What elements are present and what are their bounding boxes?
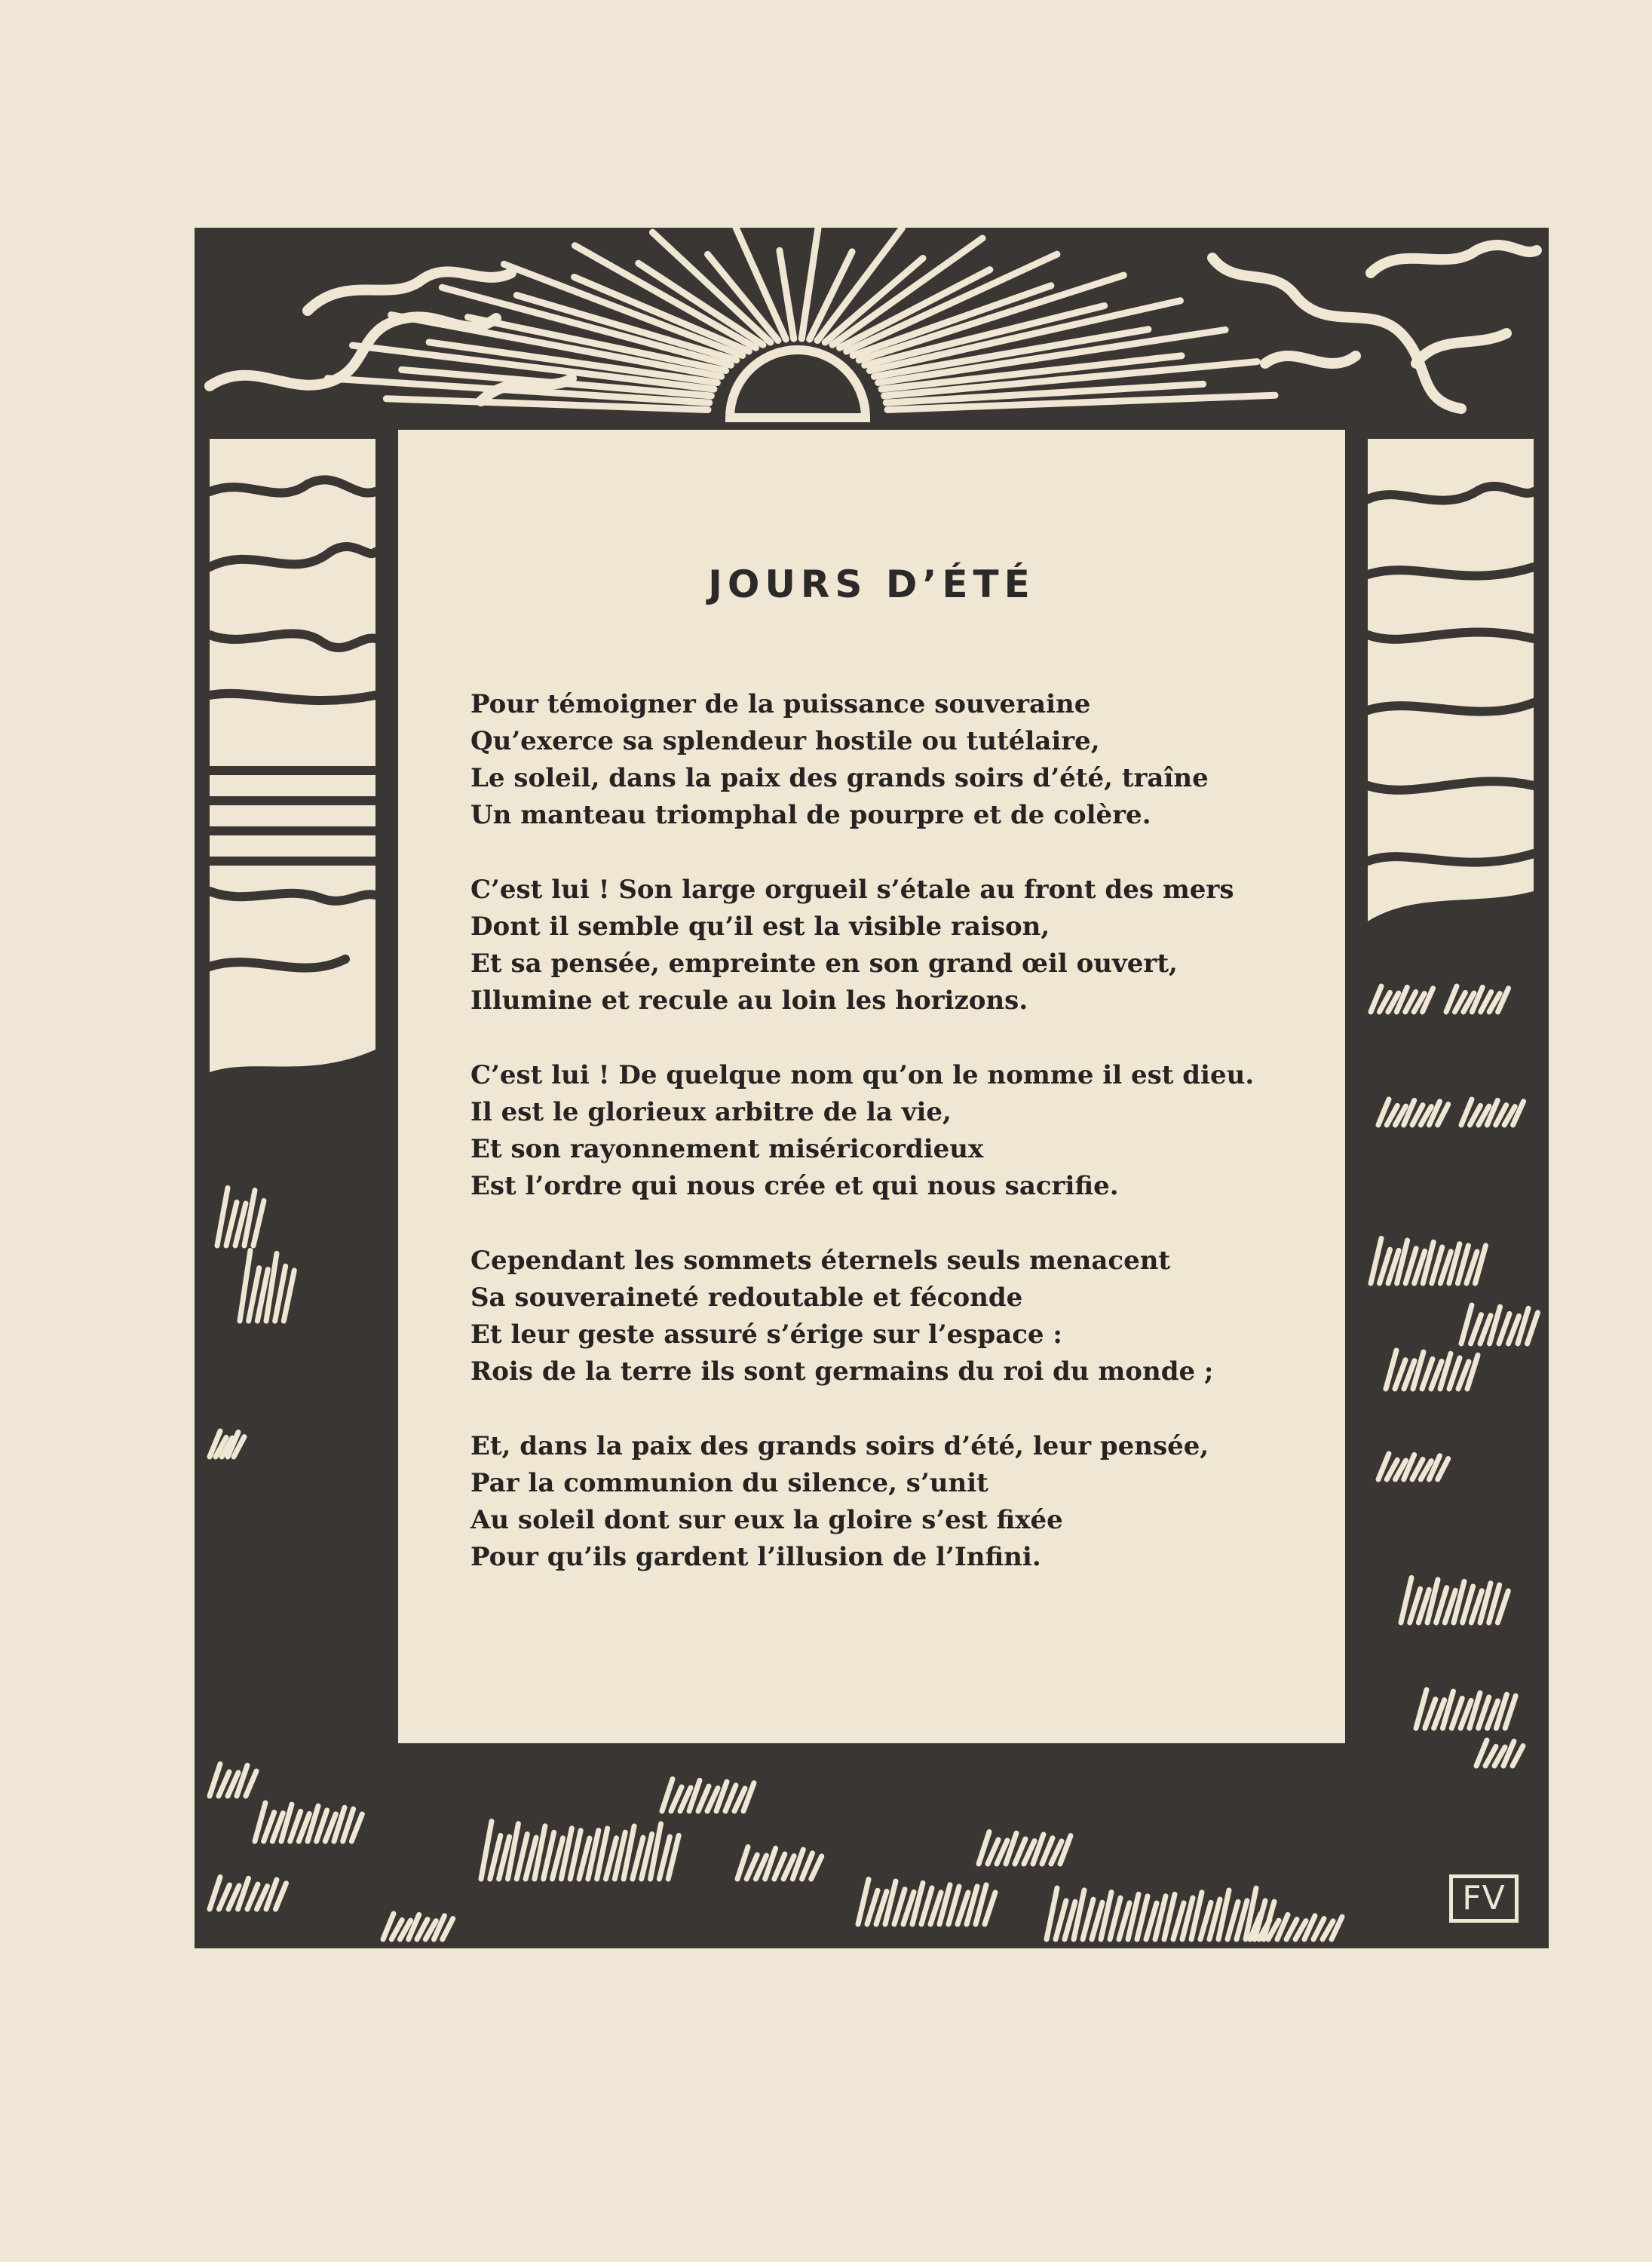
woodcut-border-frame [195, 228, 1549, 1948]
poem-line: Il est le glorieux arbitre de la vie, [470, 1097, 952, 1127]
poem-title: JOURS D’ÉTÉ [708, 562, 1035, 606]
poem-line: Et sa pensée, empreinte en son grand œil ouvert, [470, 949, 1178, 979]
poem-line: Dont il semble qu’il est la visible raison, [470, 912, 1050, 942]
poem-line: Pour témoigner de la puissance souveraine [470, 689, 1091, 719]
poem-body [470, 686, 1315, 1614]
poem-line: Et son rayonnement miséricordieux [470, 1134, 984, 1164]
left-sky-panel [210, 439, 375, 1072]
poem-line: Et leur geste assuré s’érige sur l’espace : [470, 1320, 1062, 1350]
stanza-4 [470, 1243, 1315, 1390]
poem-line: Et, dans la paix des grands soirs d’été, leur pensée, [470, 1431, 1209, 1461]
poem-line: Est l’ordre qui nous crée et qui nous sacrifie. [470, 1171, 1119, 1201]
poem-line: Qu’exerce sa splendeur hostile ou tutélaire, [470, 726, 1100, 756]
sunrise-rays [327, 228, 1275, 409]
poem-line: Cependant les sommets éternels seuls menacent [470, 1246, 1171, 1276]
poem-line: Un manteau triomphal de pourpre et de colère. [470, 800, 1151, 830]
poem-line: Illumine et recule au loin les horizons. [470, 985, 1028, 1016]
poem-line: Par la communion du silence, s’unit [470, 1468, 988, 1498]
artist-monogram: FV [1449, 1874, 1519, 1923]
stanza-2 [470, 872, 1315, 1019]
stanza-1 [470, 686, 1315, 834]
poem-line: Le soleil, dans la paix des grands soirs d’été, traîne [470, 763, 1209, 793]
text-panel [398, 430, 1345, 1743]
right-sky-panel [1368, 439, 1534, 921]
poem-line: Rois de la terre ils sont germains du roi du monde ; [470, 1356, 1214, 1387]
poem-line: C’est lui ! Son large orgueil s’étale au front des mers [470, 875, 1234, 905]
poem-line: C’est lui ! De quelque nom qu’on le nomme il est dieu. [470, 1060, 1255, 1090]
poem-line: Pour qu’ils gardent l’illusion de l’Infini. [470, 1542, 1041, 1572]
poem-line: Au soleil dont sur eux la gloire s’est fixée [470, 1505, 1063, 1535]
stanza-5 [470, 1428, 1315, 1576]
sun-icon [730, 350, 866, 418]
stanza-3 [470, 1057, 1315, 1205]
poem-line: Sa souveraineté redoutable et féconde [470, 1283, 1023, 1313]
